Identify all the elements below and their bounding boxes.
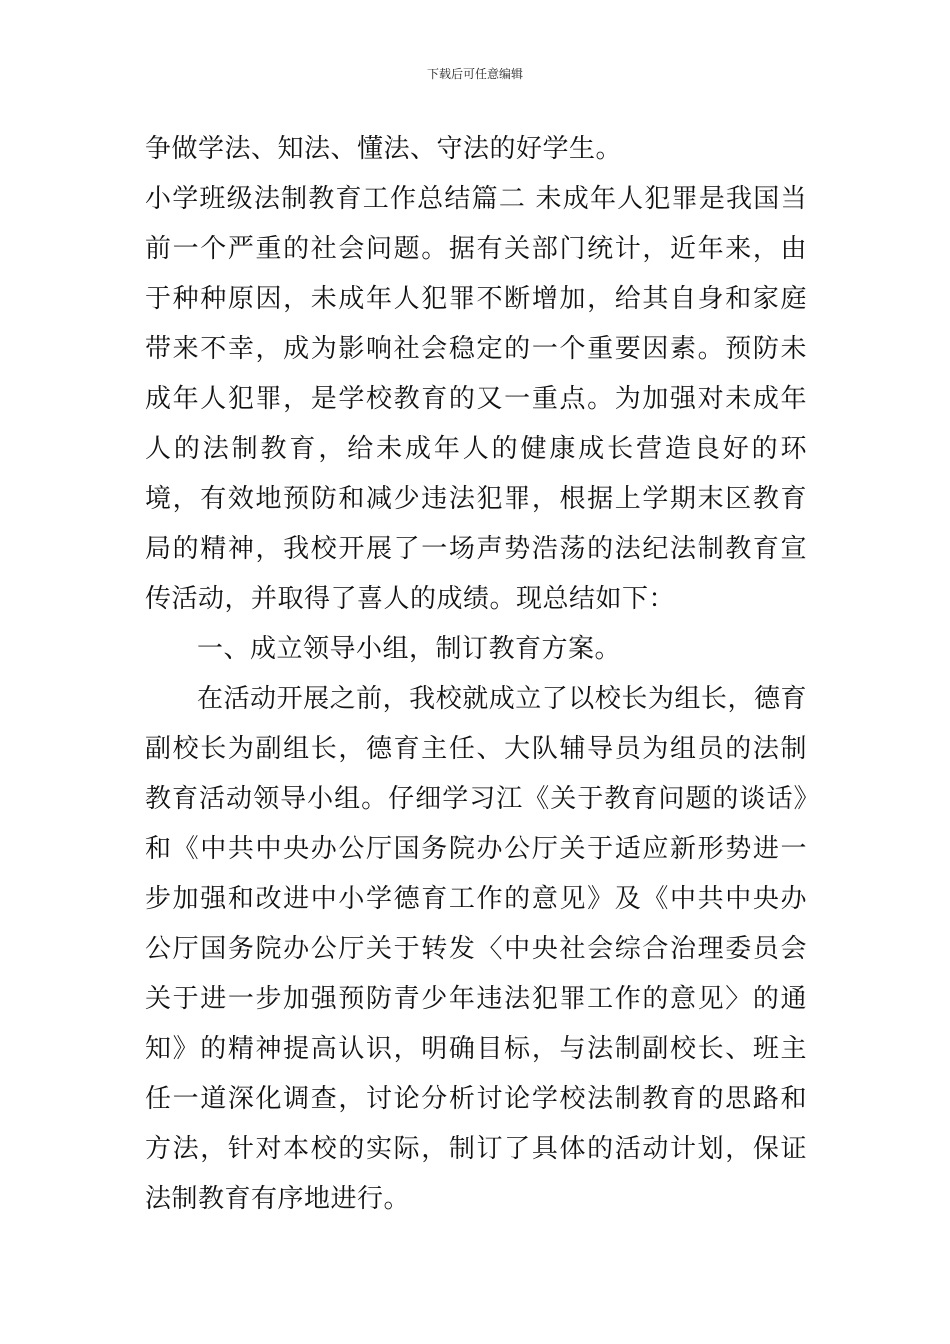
paragraph-3-heading: 一、成立领导小组，制订教育方案。: [197, 634, 622, 664]
document-body: [145, 124, 807, 1224]
spacer: [526, 184, 535, 214]
paragraph-1: 争做学法、知法、懂法、守法的好学生。: [145, 134, 623, 164]
paragraph-4: 在活动开展之前，我校就成立了以校长为组长，德育副校长为副组长，德育主任、大队辅导员为组员的法制教育活动领导小组。仔细学习江《关于教育问题的谈话》和《中共中央办公厅国务院办公厅关于适应新形势进一步加强和改进中小学德育工作的意见》及《中共中央办公厅国务院办公厅关于转发〈中央社会综合治理委员会关于进一步加强预防青少年违法犯罪工作的意见〉的通知》的精神提高认识，明确目标，与法制副校长、班主任一道深化调查，讨论分析讨论学校法制教育的思路和方法，针对本校的实际，制订了具体的活动计划，保证法制教育有序地进行。: [145, 684, 807, 1214]
page-header: 下载后可任意编辑: [426, 67, 523, 81]
paragraph-2-text: 未成年人犯罪是我国当前一个严重的社会问题。据有关部门统计，近年来，由于种种原因，未成年人犯罪不断增加，给其自身和家庭带来不幸，成为影响社会稳定的一个重要因素。预防未成年人犯罪，是学校教育的又一重点。为加强对未成年人的法制教育，给未成年人的健康成长营造良好的环境，有效地预防和减少违法犯罪，根据上学期末区教育局的精神，我校开展了一场声势浩荡的法纪法制教育宣传活动，并取得了喜人的成绩。现总结如下：: [145, 184, 807, 614]
paragraph-2: [145, 174, 807, 624]
section-title: 小学班级法制教育工作总结篇二: [145, 184, 527, 214]
